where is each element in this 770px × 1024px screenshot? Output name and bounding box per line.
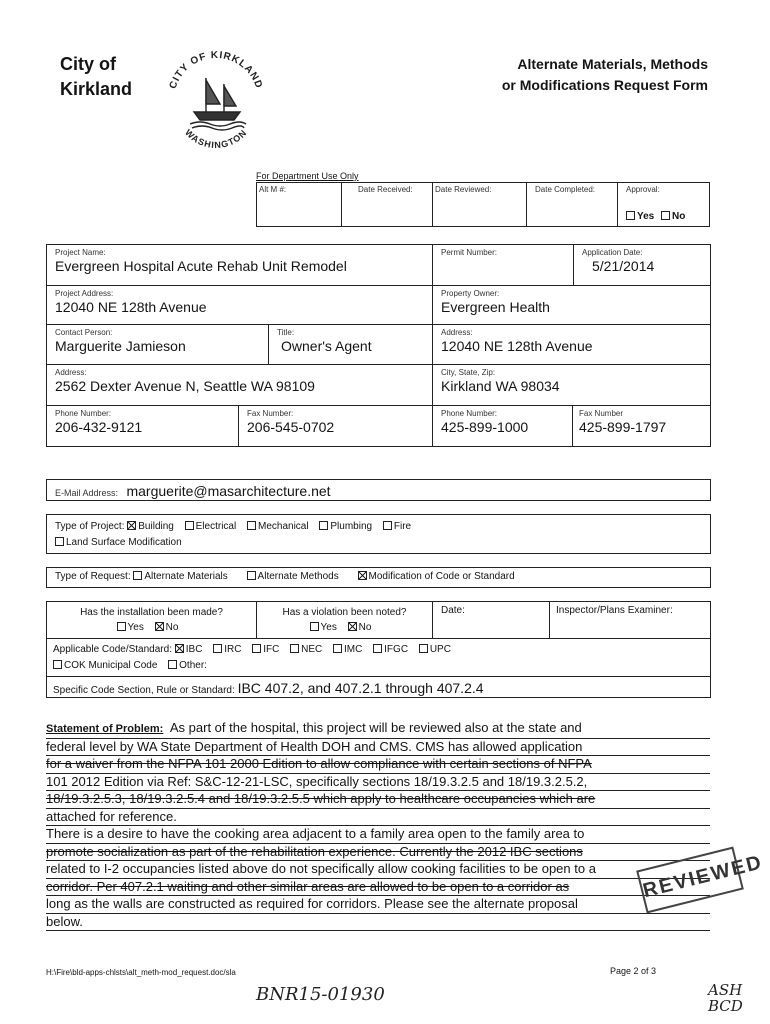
ship-icon	[190, 78, 246, 130]
specific-code-section-label: Specific Code Section, Rule or Standard:	[53, 685, 235, 696]
permit-number-label: Permit Number:	[441, 248, 498, 257]
contact-person-value: Marguerite Jamieson	[55, 338, 186, 354]
date-completed-cell	[526, 182, 618, 227]
reviewed-stamp: REVIEWED	[636, 847, 744, 914]
statement-line	[46, 720, 710, 739]
date-reviewed-label: Date Reviewed:	[435, 185, 492, 194]
ifgc-label: IFGC	[384, 644, 409, 655]
other-code-label: Other:	[179, 660, 207, 671]
ifc-checkbox[interactable]	[252, 644, 261, 653]
land-surface-checkbox[interactable]	[55, 537, 64, 546]
violation-no-checkbox[interactable]	[348, 622, 357, 631]
building-checkbox[interactable]	[127, 521, 136, 530]
alternate-materials-label: Alternate Materials	[144, 571, 228, 582]
alternate-materials-checkbox[interactable]	[133, 571, 142, 580]
mechanical-checkbox[interactable]	[247, 521, 256, 530]
statement-title: Statement of Problem:	[46, 723, 164, 735]
violation-date-label: Date:	[441, 605, 465, 616]
installation-question-label: Has the installation been made?	[80, 607, 223, 618]
irc-label: IRC	[224, 644, 242, 655]
fire-checkbox[interactable]	[383, 521, 392, 530]
building-option-label: Building	[138, 521, 174, 532]
fire-option-label: Fire	[393, 521, 412, 532]
contact-address-label: Address:	[55, 368, 87, 377]
alternate-methods-label: Alternate Methods	[257, 571, 339, 582]
nec-checkbox[interactable]	[290, 644, 299, 653]
approval-label: Approval:	[626, 185, 660, 194]
email-field[interactable]	[46, 479, 711, 501]
violation-no-label: No	[358, 622, 372, 633]
city-seal-logo	[160, 42, 272, 150]
property-owner-label: Property Owner:	[441, 289, 500, 298]
email-label: E-Mail Address:	[55, 488, 119, 498]
approval-options	[626, 211, 685, 222]
upc-label: UPC	[429, 644, 451, 655]
form-title-line-2: or Modifications Request Form	[501, 77, 708, 93]
property-owner-field[interactable]	[432, 285, 711, 325]
upc-checkbox[interactable]	[419, 644, 428, 653]
project-name-value: Evergreen Hospital Acute Rehab Unit Remodel	[55, 258, 347, 274]
modification-label: Modification of Code or Standard	[368, 571, 515, 582]
title-value: Owner's Agent	[281, 338, 372, 354]
date-completed-label: Date Completed:	[535, 185, 596, 194]
specific-code-section-field[interactable]	[46, 676, 711, 698]
statement-line-struck: 18/19.3.2.5.3, 18/19.3.2.5.4 and 18/19.3.2.5.5 which apply to healthcare occupancies which are	[46, 791, 710, 809]
owner-city-state-zip-label: City, State, Zip:	[441, 368, 496, 377]
project-type-label: Type of Project:	[55, 521, 125, 532]
approval-yes-checkbox[interactable]	[626, 211, 635, 220]
cok-municipal-checkbox[interactable]	[53, 660, 62, 669]
land-surface-option-label: Land Surface Modification	[66, 537, 182, 548]
permit-number-field[interactable]	[432, 244, 574, 286]
statement-of-problem	[46, 720, 710, 931]
installed-no-label: No	[165, 622, 179, 633]
statement-line: There is a desire to have the cooking area adjacent to a family area open to the family area to	[46, 826, 710, 844]
statement-line: long as the walls are constructed as required for corridors. Please see the alternate proposal	[46, 896, 710, 914]
city-line-1: City of	[60, 54, 116, 74]
specific-code-section-value: IBC 407.2, and 407.2.1 through 407.2.4	[237, 680, 484, 696]
city-name	[60, 52, 132, 102]
contact-fax-field[interactable]	[238, 405, 433, 447]
inspector-label: Inspector/Plans Examiner:	[556, 605, 673, 616]
project-type-section	[46, 514, 711, 554]
date-received-label: Date Received:	[358, 185, 413, 194]
alternate-methods-checkbox[interactable]	[247, 571, 256, 580]
application-date-label: Application Date:	[582, 248, 643, 257]
owner-fax-value: 425-899-1797	[579, 419, 667, 435]
application-date-value: 5/21/2014	[592, 258, 655, 274]
owner-address-field[interactable]	[432, 324, 711, 365]
project-name-field[interactable]	[46, 244, 433, 286]
installed-yes-checkbox[interactable]	[117, 622, 126, 631]
request-type-label: Type of Request:	[55, 571, 131, 582]
statement-line-struck: corridor. Per 407.2.1 waiting and other similar areas are allowed to be open to a corridor as	[46, 879, 710, 897]
statement-line: related to I-2 occupancies listed above do not specifically allow cooking facilities to be open to a	[46, 861, 710, 879]
installed-no-checkbox[interactable]	[155, 622, 164, 631]
approval-cell	[617, 182, 710, 227]
contact-address-field[interactable]	[46, 364, 433, 406]
statement-line: federal level by WA State Department of Health DOH and CMS. CMS has allowed application	[46, 739, 710, 757]
contact-fax-value: 206-545-0702	[247, 419, 335, 435]
applicable-code-label: Applicable Code/Standard:	[53, 644, 172, 655]
owner-fax-label: Fax Number	[579, 409, 624, 418]
statement-line-struck: promote socialization as part of the rehabilitation experience. Currently the 2012 IBC sections	[46, 844, 710, 862]
ifc-label: IFC	[263, 644, 280, 655]
violation-date-field[interactable]	[432, 601, 550, 639]
owner-phone-label: Phone Number:	[441, 409, 498, 418]
violation-yes-checkbox[interactable]	[310, 622, 319, 631]
file-path: H:\Fire\bld-apps-chlsts\alt_meth-mod_request.doc/sla	[46, 968, 236, 977]
initials-line-1: ASH	[708, 981, 743, 999]
handwritten-permit-number: BNR15-01930	[256, 984, 385, 1005]
statement-line-struck: for a waiver from the NFPA 101 2000 Edition to allow compliance with certain sections of NFPA	[46, 756, 710, 774]
owner-phone-value: 425-899-1000	[441, 419, 529, 435]
project-name-label: Project Name:	[55, 248, 106, 257]
violation-question-label: Has a violation been noted?	[282, 607, 407, 618]
violation-yes-label: Yes	[320, 622, 337, 633]
title-label: Title:	[277, 328, 295, 337]
plumbing-checkbox[interactable]	[319, 521, 328, 530]
electrical-option-label: Electrical	[195, 521, 237, 532]
installation-question	[46, 601, 257, 639]
statement-line-1-text: As part of the hospital, this project will be reviewed also at the state and	[169, 720, 582, 735]
cok-municipal-label: COK Municipal Code	[64, 660, 158, 671]
handwritten-initials	[708, 982, 743, 1014]
statement-line: attached for reference.	[46, 809, 710, 827]
owner-city-state-zip-value: Kirkland WA 98034	[441, 378, 560, 394]
violation-question	[256, 601, 433, 639]
alt-number-label: Alt M #:	[259, 185, 287, 194]
approval-no-label: No	[672, 211, 686, 222]
svg-text:WASHINGTON: WASHINGTON	[183, 127, 249, 150]
email-value: marguerite@masarchitecture.net	[126, 483, 331, 499]
statement-line: below.	[46, 914, 710, 932]
plumbing-option-label: Plumbing	[330, 521, 373, 532]
contact-address-value: 2562 Dexter Avenue N, Seattle WA 98109	[55, 378, 315, 394]
project-address-field[interactable]	[46, 285, 433, 325]
owner-address-value: 12040 NE 128th Avenue	[441, 338, 593, 354]
date-received-cell	[341, 182, 433, 227]
owner-address-label: Address:	[441, 328, 473, 337]
dept-use-heading: For Department Use Only	[256, 171, 359, 181]
owner-city-state-zip-field[interactable]	[432, 364, 711, 406]
svg-text:CITY OF KIRKLAND: CITY OF KIRKLAND	[167, 49, 265, 91]
contact-phone-label: Phone Number:	[55, 409, 112, 418]
owner-phone-field[interactable]	[432, 405, 573, 447]
project-address-value: 12040 NE 128th Avenue	[55, 299, 207, 315]
other-code-checkbox[interactable]	[168, 660, 177, 669]
ibc-label: IBC	[185, 644, 203, 655]
modification-checkbox[interactable]	[358, 571, 367, 580]
electrical-checkbox[interactable]	[185, 521, 194, 530]
contact-person-label: Contact Person:	[55, 328, 113, 337]
title-field[interactable]	[268, 324, 433, 365]
ifgc-checkbox[interactable]	[373, 644, 382, 653]
installed-yes-label: Yes	[127, 622, 144, 633]
form-title	[502, 54, 708, 96]
contact-person-field[interactable]	[46, 324, 269, 365]
approval-no-checkbox[interactable]	[661, 211, 670, 220]
contact-phone-value: 206-432-9121	[55, 419, 143, 435]
imc-label: IMC	[344, 644, 363, 655]
inspector-field[interactable]	[549, 601, 711, 639]
city-line-2: Kirkland	[60, 79, 133, 99]
ibc-checkbox[interactable]	[175, 644, 184, 653]
form-title-line-1: Alternate Materials, Methods	[517, 56, 708, 72]
mechanical-option-label: Mechanical	[258, 521, 309, 532]
contact-fax-label: Fax Number:	[247, 409, 294, 418]
statement-line: 101 2012 Edition via Ref: S&C-12-21-LSC, specifically sections 18/19.3.2.5 and 18/19.3.2.5.2,	[46, 774, 710, 792]
property-owner-value: Evergreen Health	[441, 299, 550, 315]
request-type-section	[46, 567, 711, 588]
owner-fax-field[interactable]	[572, 405, 711, 447]
application-date-field[interactable]	[573, 244, 711, 286]
initials-line-2: BCD	[708, 997, 743, 1015]
project-address-label: Project Address:	[55, 289, 114, 298]
page-number: Page 2 of 3	[610, 966, 657, 976]
applicable-code-section	[46, 638, 711, 677]
contact-phone-field[interactable]	[46, 405, 239, 447]
imc-checkbox[interactable]	[333, 644, 342, 653]
alt-number-cell	[256, 182, 342, 227]
approval-yes-label: Yes	[637, 211, 655, 222]
irc-checkbox[interactable]	[213, 644, 222, 653]
nec-label: NEC	[301, 644, 323, 655]
date-reviewed-cell	[432, 182, 527, 227]
